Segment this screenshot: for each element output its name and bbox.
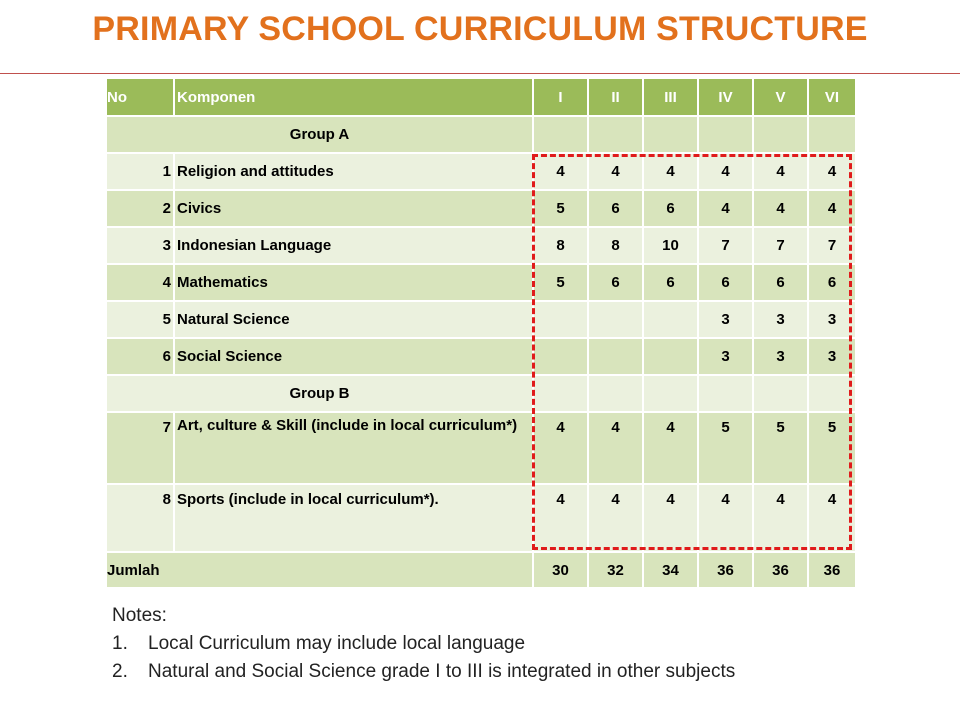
- grade-value: 4: [643, 153, 698, 190]
- grade-value: 4: [588, 484, 643, 552]
- total-value: 34: [643, 552, 698, 588]
- grade-value: 7: [698, 227, 753, 264]
- grade-value: 7: [808, 227, 856, 264]
- grade-value: 3: [698, 301, 753, 338]
- grade-value: 4: [533, 412, 588, 484]
- grade-value: 4: [643, 412, 698, 484]
- grade-value: 4: [753, 153, 808, 190]
- table-row: [106, 190, 856, 227]
- grade-value: [643, 338, 698, 375]
- grade-value: 4: [808, 484, 856, 552]
- grade-value: 4: [808, 190, 856, 227]
- page-title: PRIMARY SCHOOL CURRICULUM STRUCTURE: [92, 10, 868, 48]
- row-number: 4: [106, 264, 174, 301]
- grade-value: 4: [588, 412, 643, 484]
- note-item: [112, 658, 735, 686]
- total-value: 36: [808, 552, 856, 588]
- grade-value: 4: [698, 190, 753, 227]
- note-index: 2.: [112, 661, 128, 682]
- total-value: 30: [533, 552, 588, 588]
- grade-value: [588, 301, 643, 338]
- grade-value: 3: [808, 301, 856, 338]
- grade-value: 4: [698, 484, 753, 552]
- grade-value: 6: [643, 264, 698, 301]
- grade-value: 4: [533, 153, 588, 190]
- header-grade-5: V: [753, 78, 808, 116]
- grade-value: 4: [808, 153, 856, 190]
- row-number: 8: [106, 484, 174, 552]
- header-grade-2: II: [588, 78, 643, 116]
- header-komponen: Komponen: [174, 78, 533, 116]
- grade-value: 7: [753, 227, 808, 264]
- grade-value: 4: [533, 484, 588, 552]
- grade-value: 4: [753, 484, 808, 552]
- row-component: Sports (include in local curriculum*).: [174, 484, 533, 552]
- row-number: 6: [106, 338, 174, 375]
- header-grade-4: IV: [698, 78, 753, 116]
- notes-section: [112, 602, 735, 686]
- grade-value: 6: [753, 264, 808, 301]
- grade-value: 4: [588, 153, 643, 190]
- grade-value: [588, 338, 643, 375]
- header-no: No: [106, 78, 174, 116]
- total-label: Jumlah: [106, 552, 533, 588]
- grade-value: 8: [588, 227, 643, 264]
- grade-value: 6: [808, 264, 856, 301]
- group-row: [106, 375, 856, 412]
- header-grade-1: I: [533, 78, 588, 116]
- grade-value: 8: [533, 227, 588, 264]
- table-row: [106, 153, 856, 190]
- table-row: [106, 264, 856, 301]
- row-component: Art, culture & Skill (include in local curriculum*): [174, 412, 533, 484]
- grade-value: 5: [698, 412, 753, 484]
- row-number: 3: [106, 227, 174, 264]
- row-component: Social Science: [174, 338, 533, 375]
- group-row: [106, 116, 856, 153]
- grade-value: 4: [753, 190, 808, 227]
- grade-value: 3: [698, 338, 753, 375]
- row-component: Civics: [174, 190, 533, 227]
- grade-value: 6: [588, 264, 643, 301]
- grade-value: 3: [808, 338, 856, 375]
- header-grade-3: III: [643, 78, 698, 116]
- group-b-label: Group B: [106, 375, 533, 412]
- table-row: [106, 484, 856, 552]
- group-a-label: Group A: [106, 116, 533, 153]
- row-number: 1: [106, 153, 174, 190]
- total-value: 36: [753, 552, 808, 588]
- row-number: 7: [106, 412, 174, 484]
- title-divider: [0, 73, 960, 74]
- grade-value: 3: [753, 301, 808, 338]
- curriculum-table: [105, 77, 857, 589]
- table-row: [106, 412, 856, 484]
- grade-value: 5: [753, 412, 808, 484]
- total-value: 32: [588, 552, 643, 588]
- table-row: [106, 227, 856, 264]
- table-row: [106, 301, 856, 338]
- header-grade-6: VI: [808, 78, 856, 116]
- notes-heading: Notes:: [112, 605, 167, 626]
- note-text: Local Curriculum may include local language: [148, 633, 526, 654]
- note-index: 1.: [112, 633, 128, 654]
- row-number: 2: [106, 190, 174, 227]
- row-component: Natural Science: [174, 301, 533, 338]
- grade-value: 10: [643, 227, 698, 264]
- grade-value: [533, 301, 588, 338]
- grade-value: 4: [643, 484, 698, 552]
- grade-value: 6: [643, 190, 698, 227]
- grade-value: 6: [698, 264, 753, 301]
- row-component: Religion and attitudes: [174, 153, 533, 190]
- total-value: 36: [698, 552, 753, 588]
- grade-value: 4: [698, 153, 753, 190]
- grade-value: 5: [533, 264, 588, 301]
- grade-value: 3: [753, 338, 808, 375]
- grade-value: 6: [588, 190, 643, 227]
- row-number: 5: [106, 301, 174, 338]
- note-text: Natural and Social Science grade I to III is integrated in other subjects: [148, 661, 736, 682]
- row-component: Indonesian Language: [174, 227, 533, 264]
- grade-value: [533, 338, 588, 375]
- table-header-row: [106, 78, 856, 116]
- row-component: Mathematics: [174, 264, 533, 301]
- note-item: [112, 630, 735, 658]
- total-row: [106, 552, 856, 588]
- grade-value: 5: [533, 190, 588, 227]
- grade-value: 5: [808, 412, 856, 484]
- table-row: [106, 338, 856, 375]
- grade-value: [643, 301, 698, 338]
